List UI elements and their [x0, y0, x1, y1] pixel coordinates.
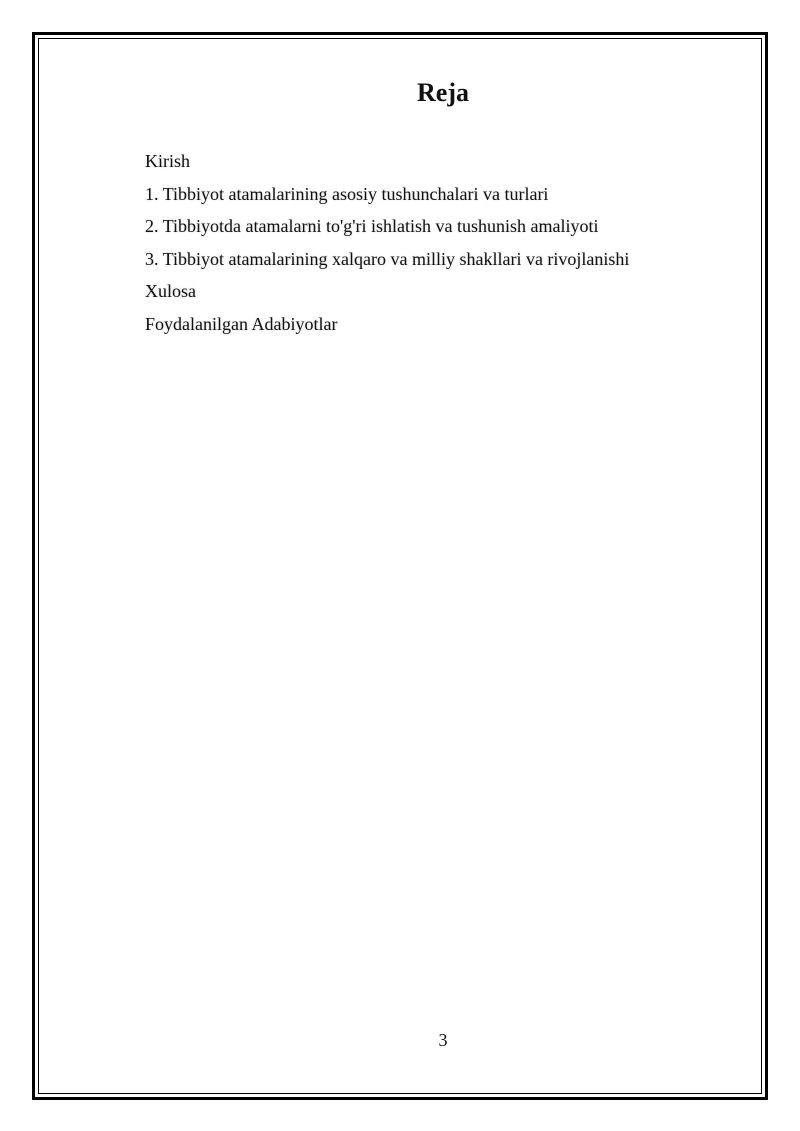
- toc-item-chapter-3: 3. Tibbiyot atamalarining xalqaro va milliy shakllari va rivojlanishi: [145, 248, 630, 269]
- toc-item-chapter-2: 2. Tibbiyotda atamalarni to'g'ri ishlatish va tushunish amaliyoti: [145, 216, 599, 237]
- table-of-contents: [145, 145, 629, 341]
- toc-item-chapter-1: 1. Tibbiyot atamalarining asosiy tushunchalari va turlari: [145, 183, 549, 204]
- page-number: 3: [438, 1030, 448, 1050]
- toc-item-introduction: Kirish: [145, 151, 190, 171]
- toc-item-conclusion: Xulosa: [145, 281, 196, 302]
- page-title: Reja: [417, 78, 469, 107]
- toc-item-references: Foydalanilgan Adabiyotlar: [145, 313, 338, 334]
